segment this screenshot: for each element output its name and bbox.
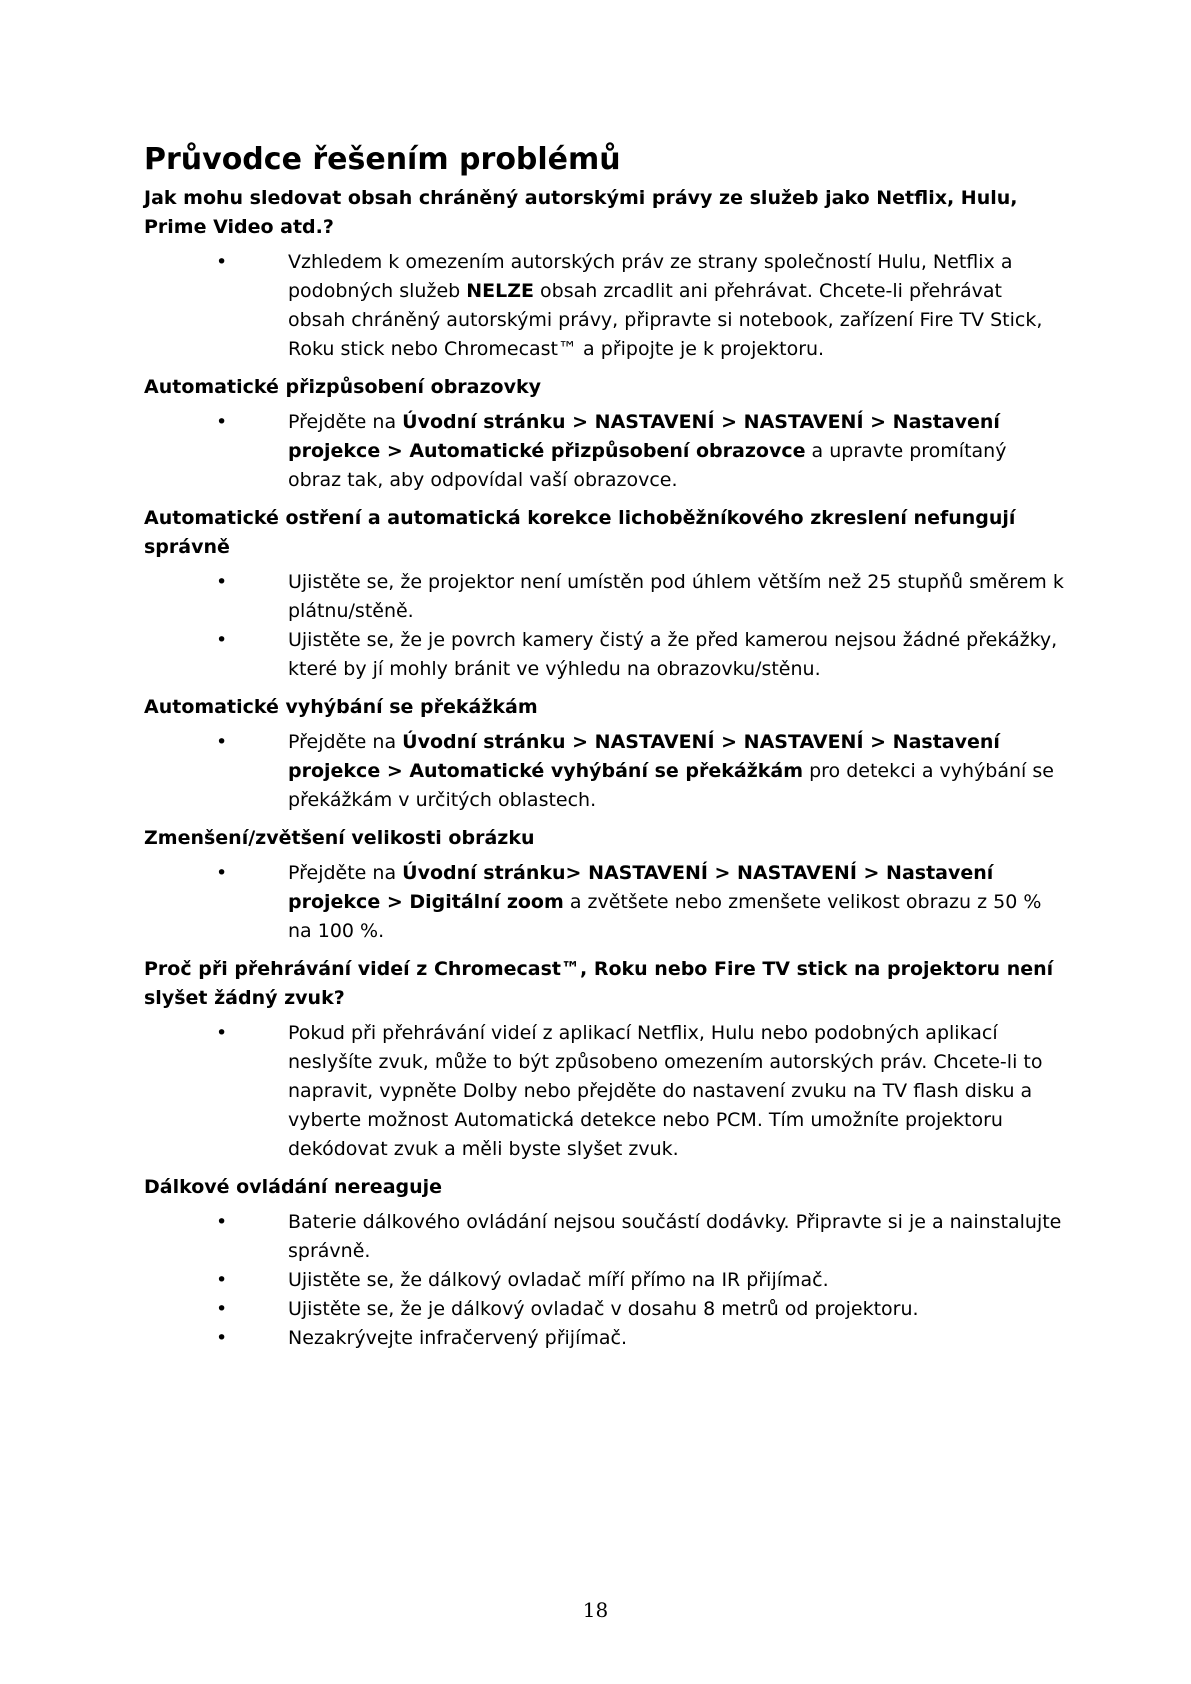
bullet-icon <box>216 408 288 437</box>
section-heading-no-sound: Proč při přehrávání videí z Chromecast™, Roku nebo Fire TV stick na projektoru není slyšet žádný zvuk? <box>144 958 1054 1009</box>
bullet-list <box>144 1208 1064 1353</box>
list-item: •Baterie dálkového ovládání nejsou součástí dodávky. Připravte si je a nainstalujte správně. <box>216 1208 1064 1266</box>
bullet-icon <box>216 1295 288 1324</box>
bullet-icon <box>216 728 288 757</box>
bullet-icon <box>216 568 288 597</box>
list-item: •Vzhledem k omezením autorských práv ze strany společností Hulu, Netflix a podobných služeb NELZE obsah zrcadlit ani přehrávat. Chcete-li přehrávat obsah chráněný autorskými právy, připravte si notebook, zařízení Fire TV Stick, Roku stick nebo Chromecast™ a připojte je k projektoru. <box>216 248 1064 364</box>
bullet-icon <box>216 1266 288 1295</box>
list-item: •Ujistěte se, že je povrch kamery čistý a že před kamerou nejsou žádné překážky, které by jí mohly bránit ve výhledu na obrazovku/stěnu. <box>216 626 1064 684</box>
document-page <box>144 140 1064 1362</box>
section-heading-obstacle: Automatické vyhýbání se překážkám <box>144 696 538 718</box>
bullet-icon <box>216 1208 288 1237</box>
list-item: •Ujistěte se, že projektor není umístěn pod úhlem větším než 25 stupňů směrem k plátnu/stěně. <box>216 568 1064 626</box>
section-heading-auto-fit: Automatické přizpůsobení obrazovky <box>144 376 542 398</box>
bullet-list <box>144 859 1064 946</box>
list-item: •Přejděte na Úvodní stránku> NASTAVENÍ > NASTAVENÍ > Nastavení projekce > Digitální zoom a zvětšete nebo zmenšete velikost obrazu z 50 % na 100 %. <box>216 859 1064 946</box>
bullet-list <box>144 1019 1064 1164</box>
list-item: •Pokud při přehrávání videí z aplikací Netflix, Hulu nebo podobných aplikací neslyšíte zvuk, může to být způsobeno omezením autorských práv. Chcete-li to napravit, vypněte Dolby nebo přejděte do nastavení zvuku na TV flash disku a vyberte možnost Automatická detekce nebo PCM. Tím umožníte projektoru dekódovat zvuk a měli byste slyšet zvuk. <box>216 1019 1064 1164</box>
bullet-icon <box>216 248 288 277</box>
list-item: •Nezakrývejte infračervený přijímač. <box>216 1324 1064 1353</box>
list-item: •Ujistěte se, že dálkový ovladač míří přímo na IR přijímač. <box>216 1266 1064 1295</box>
bullet-list <box>144 408 1064 495</box>
bullet-list <box>144 248 1064 364</box>
list-item: •Přejděte na Úvodní stránku > NASTAVENÍ > NASTAVENÍ > Nastavení projekce > Automatické přizpůsobení obrazovce a upravte promítaný obraz tak, aby odpovídal vaší obrazovce. <box>216 408 1064 495</box>
bullet-icon <box>216 1019 288 1048</box>
section-heading-copyright: Jak mohu sledovat obsah chráněný autorskými právy ze služeb jako Netflix, Hulu, Prime Video atd.? <box>144 187 1018 238</box>
list-item: •Ujistěte se, že je dálkový ovladač v dosahu 8 metrů od projektoru. <box>216 1295 1064 1324</box>
page-title: Průvodce řešením problémů <box>144 142 621 177</box>
bullet-icon <box>216 1324 288 1353</box>
section-heading-remote: Dálkové ovládání nereaguje <box>144 1176 443 1198</box>
bullet-list <box>144 568 1064 684</box>
bullet-icon <box>216 859 288 888</box>
bullet-icon <box>216 626 288 655</box>
page-number: 18 <box>582 1598 609 1622</box>
list-item: •Přejděte na Úvodní stránku > NASTAVENÍ > NASTAVENÍ > Nastavení projekce > Automatické vyhýbání se překážkám pro detekci a vyhýbání se překážkám v určitých oblastech. <box>216 728 1064 815</box>
section-heading-zoom: Zmenšení/zvětšení velikosti obrázku <box>144 827 535 849</box>
section-heading-autofocus: Automatické ostření a automatická korekce lichoběžníkového zkreslení nefungují správně <box>144 507 1016 558</box>
bullet-list <box>144 728 1064 815</box>
